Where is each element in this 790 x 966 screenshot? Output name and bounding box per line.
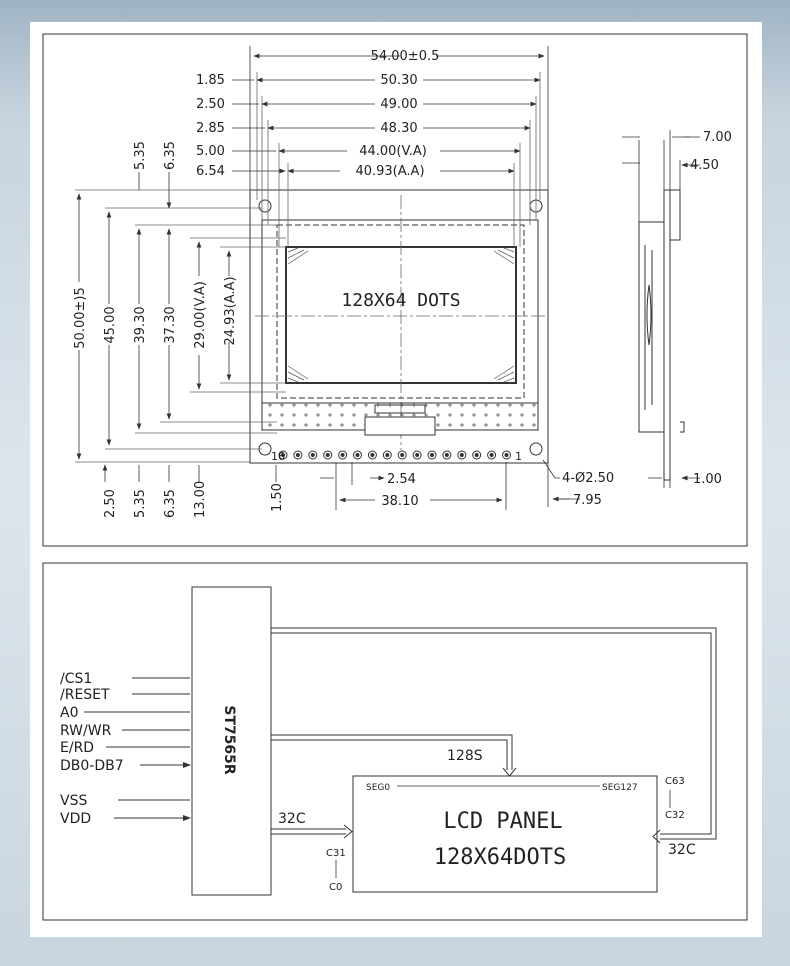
- pin-center: [445, 454, 448, 457]
- pin-center: [326, 454, 329, 457]
- dimension-label: 48.30: [380, 121, 418, 136]
- power-label: VSS: [60, 793, 88, 809]
- pin-center: [341, 454, 344, 457]
- dimension-label: 24.93(A.A): [223, 276, 238, 346]
- dimension-label: 39.30: [133, 306, 148, 344]
- dimension-label: 13.00: [193, 480, 208, 518]
- com-label: C31: [326, 848, 346, 859]
- signal-label: /RESET: [60, 687, 110, 703]
- pin-center: [401, 454, 404, 457]
- dimension-label: 5.00: [196, 144, 225, 159]
- dimension-label: 2.85: [196, 121, 225, 136]
- signal-label: /CS1: [60, 671, 93, 687]
- panel-resolution: 128X64DOTS: [433, 845, 567, 870]
- panel-title: LCD PANEL: [443, 809, 563, 834]
- pin-center: [505, 454, 508, 457]
- dimension-label: 2.50: [196, 97, 225, 112]
- pin-center: [311, 454, 314, 457]
- fpc-tab: [365, 417, 435, 435]
- seg-end-label: SEG127: [602, 783, 638, 793]
- pin-center: [356, 454, 359, 457]
- pin-center: [460, 454, 463, 457]
- signal-label: E/RD: [60, 740, 95, 756]
- com-label: C63: [665, 776, 685, 787]
- pin-center: [431, 454, 434, 457]
- com-label: C0: [329, 882, 343, 893]
- dimension-label: 49.00: [380, 97, 418, 112]
- com-bus-label: 32C: [278, 811, 306, 827]
- dimension-label: 1.00: [693, 472, 722, 487]
- pin-number: 1: [515, 450, 522, 463]
- dimension-label: 6.35: [163, 489, 178, 518]
- dots-label: 128X64 DOTS: [341, 290, 461, 311]
- dimension-label: 44.00(V.A): [359, 144, 427, 159]
- dimension-label: 4.50: [690, 158, 719, 173]
- dimension-label: 29.00(V.A): [193, 281, 208, 349]
- height-dimension: 50.00±)5: [73, 287, 88, 349]
- signal-label: RW/WR: [60, 723, 112, 739]
- dimension-label: 5.35: [133, 489, 148, 518]
- seg-bus-label: 128S: [447, 748, 483, 764]
- signal-label: DB0-DB7: [60, 758, 124, 774]
- dimension-label: 5.35: [133, 141, 148, 170]
- signal-label: A0: [60, 705, 79, 721]
- pin-center: [475, 454, 478, 457]
- dimension-label: 1.85: [196, 73, 225, 88]
- width-dimension: 54.00±0.5: [370, 49, 440, 64]
- pin-center: [386, 454, 389, 457]
- power-label: VDD: [60, 811, 92, 827]
- dimension-label: 37.30: [163, 306, 178, 344]
- dimension-label: 1.50: [270, 483, 285, 512]
- seg-start-label: SEG0: [366, 783, 391, 793]
- pin-number: 16: [271, 450, 285, 463]
- dimension-label: 6.54: [196, 164, 225, 179]
- dimension-label: 2.50: [103, 489, 118, 518]
- com-label: C32: [665, 810, 685, 821]
- dimension-label: 40.93(A.A): [355, 164, 425, 179]
- pin-center: [371, 454, 374, 457]
- dimension-label: 45.00: [103, 306, 118, 344]
- dimension-label: 7.00: [703, 130, 732, 145]
- chip-label: ST7565R: [221, 705, 237, 775]
- pin-span-label: 38.10: [381, 494, 419, 509]
- com-bus-label: 32C: [668, 842, 696, 858]
- pin-center: [490, 454, 493, 457]
- hole-note: 4-Ø2.50: [562, 471, 615, 486]
- pin-pitch-label: 2.54: [387, 472, 416, 487]
- pin-center: [296, 454, 299, 457]
- dimension-label: 7.95: [573, 493, 602, 508]
- dimension-label: 6.35: [163, 141, 178, 170]
- dimension-label: 50.30: [380, 73, 418, 88]
- pin-center: [416, 454, 419, 457]
